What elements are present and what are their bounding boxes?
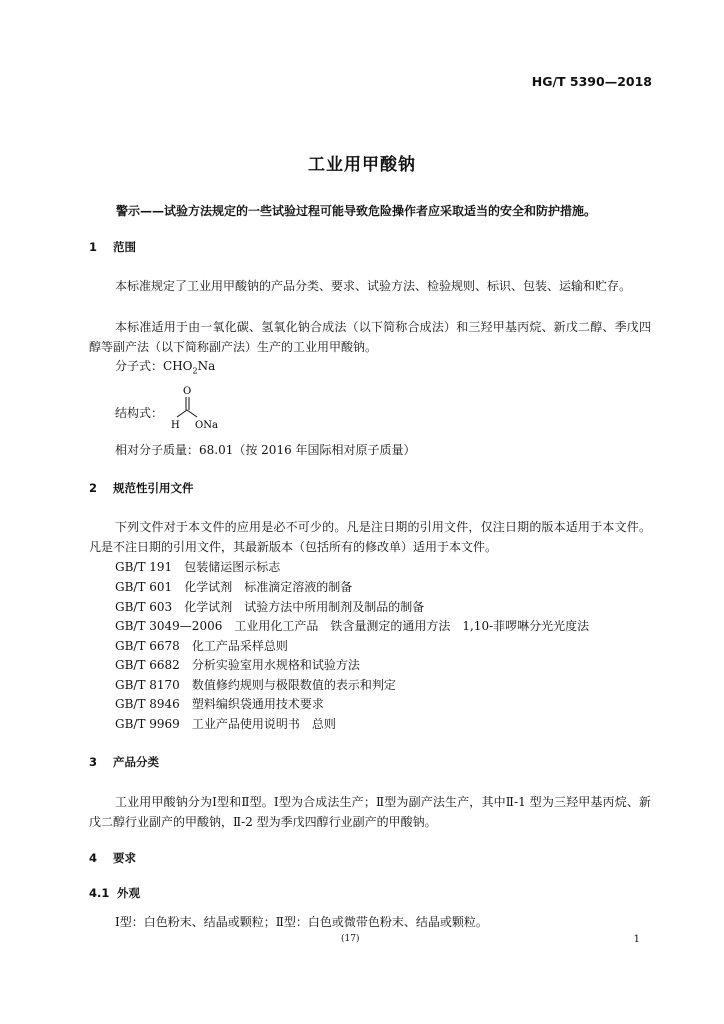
reference-code: GB/T 3049—2006 — [115, 619, 223, 633]
page-title: 工业用甲酸钠 — [308, 155, 416, 175]
section-number: 4 — [89, 851, 98, 865]
scope-paragraph-2: 本标准适用于由一氧化碳、氢氧化钠合成法（以下简称合成法）和三羟甲基丙烷、新戊二醇、季戊四醇等副产法（以下简称副产法）生产的工业用甲酸钠。 — [89, 320, 651, 354]
formula-main: CHO — [163, 359, 193, 373]
reference-code: GB/T 8946 — [115, 697, 180, 711]
section-1-heading — [89, 239, 136, 255]
scope-paragraph-1: 本标准规定了工业用甲酸钠的产品分类、要求、试验方法、检验规则、标识、包装、运输和贮存。 — [115, 279, 632, 293]
reference-code: GB/T 601 — [115, 580, 173, 594]
reference-item — [115, 558, 280, 575]
section-number: 2 — [89, 481, 98, 495]
footer-page-number: 1 — [633, 934, 640, 945]
bond-ona — [187, 410, 197, 417]
struct-oxygen: O — [183, 386, 192, 397]
reference-item — [115, 676, 396, 693]
reference-item — [115, 715, 336, 732]
footer-page-code: (17) — [341, 934, 360, 944]
reference-title: 分析实验室用水规格和试验方法 — [191, 658, 360, 672]
section-2-heading — [89, 480, 194, 496]
reference-title: 化工产品采样总则 — [191, 639, 288, 653]
section-number: 3 — [89, 755, 98, 769]
reference-code: GB/T 6682 — [115, 658, 180, 672]
bond-h — [177, 410, 187, 417]
subsection-4-1-heading — [89, 885, 140, 901]
section-title: 产品分类 — [113, 755, 159, 769]
reference-item — [115, 578, 352, 595]
reference-title: 化学试剂 标准滴定溶液的制备 — [184, 580, 353, 594]
section-title: 规范性引用文件 — [113, 481, 194, 495]
reference-title: 塑料编织袋通用技术要求 — [191, 697, 324, 711]
section-title: 要求 — [113, 851, 136, 865]
reference-item — [115, 656, 360, 673]
reference-item — [115, 617, 589, 634]
reference-item — [115, 637, 288, 654]
section-4-heading — [89, 850, 136, 866]
section-3-heading — [89, 754, 159, 770]
references-intro: 下列文件对于本文件的应用是必不可少的。凡是注日期的引用文件，仅注日期的版本适用于本文件。凡是不注日期的引用文件，其最新版本（包括所有的修改单）适用于本文件。 — [89, 520, 651, 554]
section-number: 1 — [89, 240, 98, 254]
structural-formula — [115, 384, 315, 434]
reference-title: 包装储运图示标志 — [184, 560, 281, 574]
reference-code: GB/T 9969 — [115, 717, 180, 731]
reference-title: 化学试剂 试验方法中所用制剂及制品的制备 — [184, 600, 425, 614]
formula-tail: Na — [197, 359, 216, 373]
section-title: 范围 — [113, 240, 136, 254]
subsection-number: 4.1 — [89, 886, 110, 900]
struct-ona: ONa — [195, 420, 218, 431]
subsection-title: 外观 — [117, 886, 140, 900]
struct-hydrogen: H — [171, 420, 180, 431]
reference-item — [115, 695, 324, 712]
reference-title: 工业产品使用说明书 总则 — [191, 717, 336, 731]
classification-paragraph: 工业用甲酸钠分为Ⅰ型和Ⅱ型。Ⅰ型为合成法生产；Ⅱ型为副产法生产，其中Ⅱ-1 型为三羟甲基丙烷、新戊二醇行业副产的甲酸钠，Ⅱ-2 型为季戊四醇行业副产的甲酸钠。 — [89, 795, 651, 829]
safety-warning: 警示——试验方法规定的一些试验过程可能导致危险操作者应采取适当的安全和防护措施。 — [116, 204, 597, 218]
structure-diagram — [167, 384, 257, 434]
structure-label: 结构式： — [115, 406, 164, 420]
formula-label: 分子式： — [115, 359, 164, 373]
formula-subscript: 2 — [192, 366, 198, 376]
reference-title: 工业用化工产品 铁含量测定的通用方法 1,10-菲啰啉分光光度法 — [234, 619, 590, 633]
appearance-requirement: Ⅰ型：白色粉末、结晶或颗粒；Ⅱ型：白色或微带色粉末、结晶或颗粒。 — [115, 915, 488, 929]
reference-code: GB/T 6678 — [115, 639, 180, 653]
molecular-formula — [115, 356, 215, 381]
reference-item — [115, 598, 424, 615]
reference-title: 数值修约规则与极限数值的表示和判定 — [191, 678, 396, 692]
reference-code: GB/T 603 — [115, 600, 173, 614]
reference-code: GB/T 8170 — [115, 678, 180, 692]
molecular-weight: 相对分子质量：68.01（按 2016 年国际相对原子质量） — [115, 443, 416, 457]
reference-code: GB/T 191 — [115, 560, 173, 574]
standard-code: HG/T 5390—2018 — [531, 74, 652, 89]
